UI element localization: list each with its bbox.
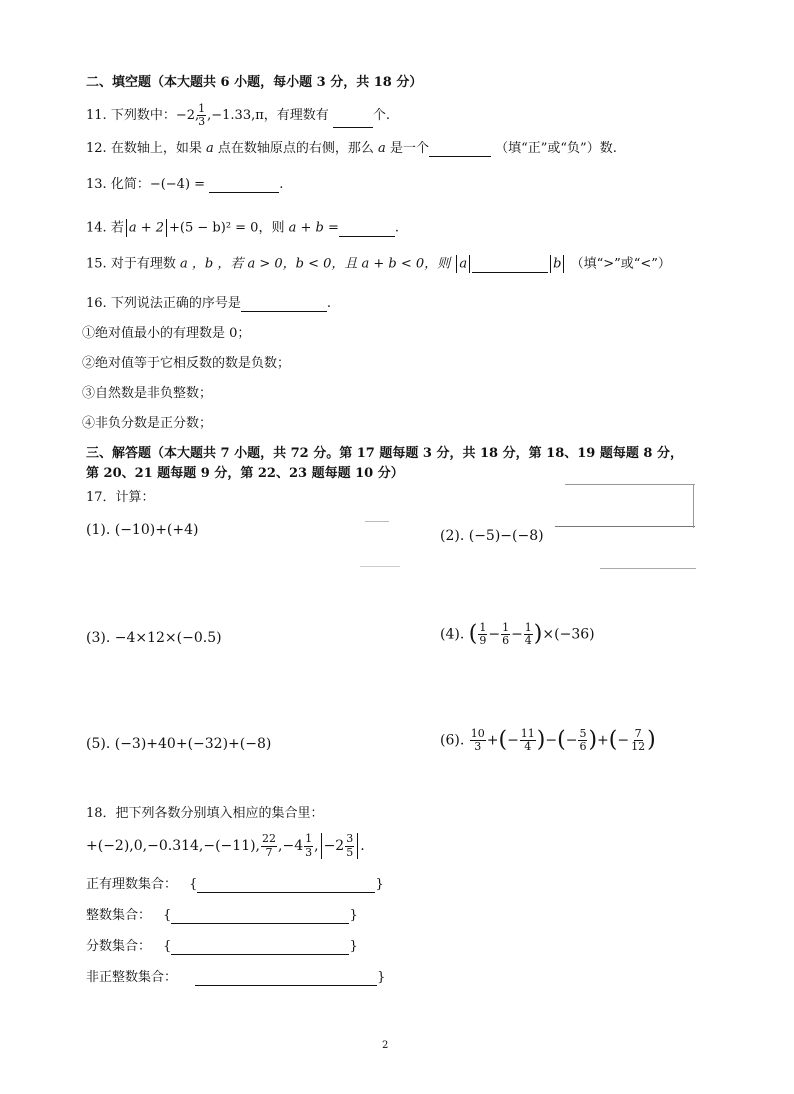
set-positive-rational: 正有理数集合： { }	[86, 877, 384, 892]
answer-blank[interactable]	[195, 971, 377, 986]
problem-3: (3). −4×12×(−0.5)	[86, 630, 222, 646]
section-3-heading-line2: 第 20、21 题每题 9 分，第 22、23 题每题 10 分）	[86, 466, 404, 481]
question-12: 12. 在数轴上，如果 a 点在数轴原点的右侧，那么 a 是一个 （填“正”或“负”）数.	[86, 141, 617, 156]
list-item: ③自然数是非负整数；	[82, 386, 213, 401]
scan-artifact-line	[693, 484, 694, 528]
answer-blank[interactable]	[171, 909, 349, 924]
answer-blank[interactable]	[197, 878, 375, 893]
scan-artifact-line	[555, 526, 695, 527]
list-item: ②绝对值等于它相反数的数是负数；	[82, 356, 291, 371]
section-2-heading: 二、填空题（本大题共 6 小题，每小题 3 分，共 18 分）	[86, 75, 423, 90]
problem-5: (5). (−3)+40+(−32)+(−8)	[86, 736, 272, 752]
question-number: 14.	[86, 220, 107, 236]
question-number: 15.	[86, 256, 107, 272]
question-15: 15. 对于有理数 a ，b ，若 a > 0，b < 0，且 a + b < 0，则 a b （填“>”或“<”）	[86, 256, 671, 272]
problem-1: (1). (−10)+(+4)	[86, 522, 199, 538]
question-text: ,−1.33,π，有理数有	[207, 108, 329, 124]
answer-blank[interactable]	[241, 297, 327, 312]
list-item: ④非负分数是正分数；	[82, 416, 213, 431]
section-3-heading-line1: 三、解答题（本大题共 7 小题，共 72 分。第 17 题每题 3 分，共 18 分，第 18、19 题每题 8 分，	[86, 446, 683, 461]
question-16: 16. 下列说法正确的序号是 .	[86, 296, 331, 311]
fraction: $\frac{1}{3}$	[198, 102, 206, 129]
question-17-title: 17．计算：	[86, 490, 155, 505]
scan-artifact-line	[365, 521, 389, 522]
question-18-numbers: +(−2),0,−0.314,−(−11), $\frac{22}{7}$ ,−4 $\frac{1}{3}$ , −2 $\frac{3}{5}$ .	[86, 832, 365, 859]
answer-blank[interactable]	[472, 258, 548, 273]
question-13: 13. 化简：−(−4) = .	[86, 177, 284, 192]
problem-4: (4). ( $\frac{1}{9}$ − $\frac{1}{6}$ − $\frac{1}{4}$ )×(−36)	[440, 621, 595, 648]
question-number: 11.	[86, 108, 107, 124]
problem-6: (6). $\frac{10}{3}$ +(− $\frac{11}{4}$ )−(− $\frac{5}{6}$ )+(− $\frac{7}{12}$ )	[440, 727, 656, 754]
scan-artifact-line	[600, 568, 696, 569]
question-11: 11. 下列数中：−2, $\frac{1}{3}$ ,−1.33,π，有理数有 个.	[86, 102, 391, 129]
answer-blank[interactable]	[209, 178, 279, 193]
question-number: 12.	[86, 141, 107, 156]
set-integer: 整数集合： { }	[86, 908, 358, 923]
question-18-title: 18．把下列各数分别填入相应的集合里：	[86, 806, 324, 821]
answer-blank[interactable]	[429, 142, 491, 157]
set-non-positive-integer: 非正整数集合： }	[86, 970, 386, 985]
problem-2: (2). (−5)−(−8)	[440, 528, 544, 544]
answer-blank[interactable]	[171, 940, 349, 955]
page-number: 2	[382, 1040, 389, 1051]
answer-blank[interactable]	[333, 113, 373, 128]
list-item: ①绝对值最小的有理数是 0；	[82, 326, 251, 341]
answer-blank[interactable]	[339, 222, 395, 237]
scan-artifact-line	[360, 566, 400, 567]
question-number: 16.	[86, 296, 107, 311]
question-14: 14. 若 a + 2 +(5 − b)² = 0，则 a + b = .	[86, 220, 400, 236]
question-text: 下列数中：−2,	[110, 108, 200, 124]
scan-artifact-line	[565, 484, 695, 485]
question-number: 13.	[86, 177, 107, 192]
set-fraction: 分数集合： { }	[86, 939, 358, 954]
